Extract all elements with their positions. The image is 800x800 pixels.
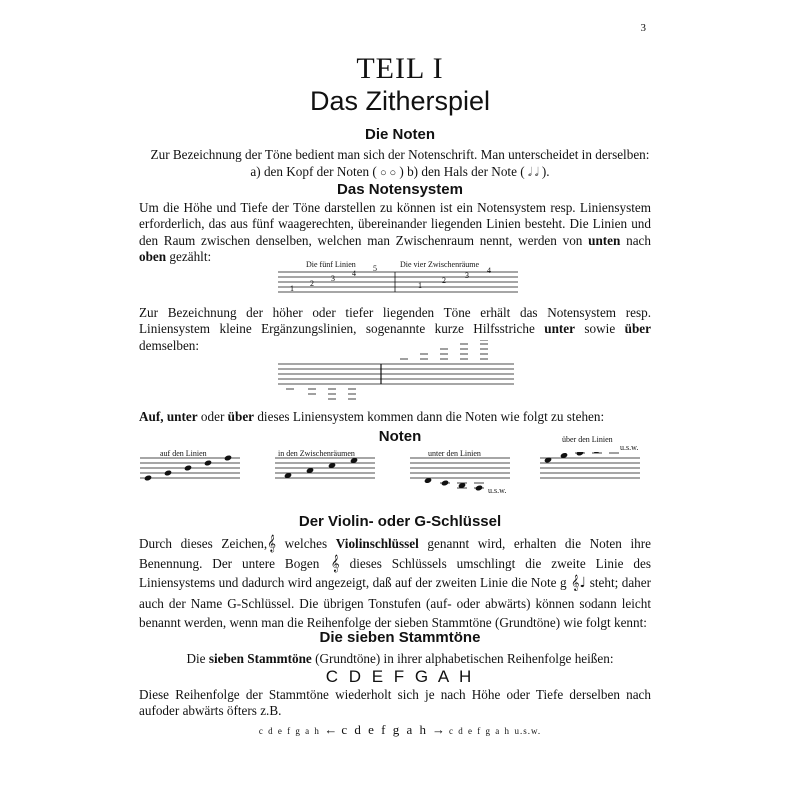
page-number: 3: [640, 22, 646, 34]
p3-text: oder: [197, 409, 228, 424]
heading-noten: Noten: [378, 428, 422, 445]
staff-lines-spaces: [278, 268, 518, 296]
p2-text-3: demselben:: [139, 337, 200, 353]
line-num-2: 2: [310, 279, 314, 288]
gs-text-4: dieses Schlüssels umschlingt die zweite Linie des Liniensystems und dadurch wird angezeigt, daß auf der zweiten Linie die Note g: [139, 555, 651, 591]
usw-below: u.s.w.: [488, 486, 507, 495]
tone-sequence: [0, 721, 800, 739]
usw-above: u.s.w.: [620, 443, 639, 452]
st-text-1: Die: [186, 651, 209, 666]
staff-below: [410, 458, 510, 488]
st-bold: sieben Stammtöne: [208, 651, 312, 666]
noten-line-1: Zur Bezeichnung der Töne bedient man sich der Notenschrift. Man unterscheidet in derselben:: [150, 147, 650, 162]
noten-line-2a: a) den Kopf der Noten (: [250, 164, 377, 179]
seq-right: c d e f g a h: [448, 726, 511, 736]
stammtoene-line-2: Diese Reihenfolge der Stammtöne wiederholt sich je nach Höhe oder Tiefe derselben nach aufoder abwärts öfters z.B.: [139, 687, 651, 719]
staff-ledger-lines: [278, 340, 514, 400]
seq-usw: u.s.w.: [514, 726, 542, 736]
label-on-lines: auf den Linien: [160, 449, 207, 458]
line-num-5: 5: [373, 264, 377, 273]
notes-examples: [140, 452, 660, 498]
notensystem-paragraph-3: [139, 409, 659, 425]
p3-bold-auf-unter: Auf, unter: [139, 409, 198, 424]
gs-text-1: Durch dieses Zeichen,: [139, 536, 268, 551]
arrow-left-icon: ←: [324, 722, 338, 737]
heading-g-schluessel: Der Violin- oder G-Schlüssel: [298, 513, 502, 530]
space-num-2: 2: [442, 276, 446, 285]
page-title: TEIL I: [356, 52, 444, 85]
treble-clef-bow-icon: 𝄞: [319, 553, 340, 572]
noten-line-2b: ) b) den Hals der Note (: [399, 164, 525, 179]
p3-text-2: dieses Liniensystem kommen dann die Noten wie folgt zu stehen:: [254, 409, 605, 424]
notensystem-paragraph-1: [139, 200, 651, 266]
space-num-1: 1: [418, 281, 422, 290]
stammtoene-line-1: [0, 651, 800, 667]
space-num-4: 4: [487, 266, 491, 275]
arrow-right-icon: →: [431, 722, 445, 737]
stammtoene-letters: C D E F G A H: [325, 667, 475, 686]
note-g-icon: 𝄞♩: [566, 575, 587, 592]
p2-bold-unter: unter: [544, 321, 576, 337]
p1-bold-oben: oben: [139, 249, 167, 265]
p1-bold-unten: unten: [588, 232, 621, 248]
label-four-spaces: Die vier Zwischenräume: [400, 260, 480, 269]
p2-bold-ueber: über: [624, 321, 651, 337]
p2-text: Zur Bezeichnung der höher oder tiefer liegenden Töne erhält das Notensystem resp. Liniensystem kleine Ergänzungslinien, sogenannte kurze Hilfsstriche: [139, 305, 651, 337]
p1-text: Um die Höhe und Tiefe der Töne darstellen zu können ist ein Notensystem resp. Liniensystem erforderlich, das aus fünf waagerechten, übereinander liegenden Linien besteht. Die Linien und den Raum zwischen denselben, welchen man Zwischenraum nennt, werden von: [139, 200, 651, 248]
note-heads-icon: ○ ○: [380, 167, 397, 179]
noten-line-2c: ).: [541, 164, 550, 179]
line-num-4: 4: [352, 269, 356, 278]
noten-line-2: [0, 164, 800, 181]
note-stems-icon: 𝅗𝅥 𝅗𝅥: [527, 165, 539, 179]
line-num-1: 1: [290, 284, 294, 293]
p1-text-3: gezählt:: [166, 249, 212, 265]
treble-clef-icon: 𝄞: [267, 534, 277, 552]
heading-die-noten: Die Noten: [364, 126, 435, 143]
seq-mid: c d e f g a h: [341, 722, 428, 737]
gs-text-2: welches: [276, 536, 336, 551]
space-num-3: 3: [465, 271, 469, 280]
label-above-lines: über den Linien: [562, 435, 613, 444]
p3-bold-ueber: über: [227, 409, 255, 424]
p2-text-2: sowie: [575, 321, 625, 337]
gs-text-3: genannt wird, erhalten die Noten ihre Benennung. Der untere Bogen: [139, 536, 651, 571]
line-num-3: 3: [331, 274, 335, 283]
gs-text-5: steht; daher auch der Name G-Schlüssel. Die übrigen Tonstufen (auf- oder abwärts) können sodann leicht benannt werden, wenn man die Reihenfolge der sieben Stammtöne (Grundtöne) wie folgt kennt:: [139, 575, 652, 631]
seq-left: c d e f g a h: [258, 726, 321, 736]
label-five-lines: Die fünf Linien: [306, 260, 356, 269]
p1-text-2: nach: [620, 232, 651, 248]
g-schluessel-paragraph: [139, 534, 651, 633]
st-text-2: (Grundtöne) in ihrer alphabetischen Reihenfolge heißen:: [311, 651, 614, 666]
heading-notensystem: Das Notensystem: [337, 181, 463, 198]
label-below-lines: unter den Linien: [428, 449, 481, 458]
gs-bold-violinschluessel: Violinschlüssel: [335, 536, 419, 551]
staff-above: [540, 453, 640, 478]
label-in-spaces: in den Zwischenräumen: [278, 449, 355, 458]
page-subtitle: Das Zitherspiel: [309, 86, 491, 116]
heading-stammtoene: Die sieben Stammtöne: [319, 629, 481, 646]
